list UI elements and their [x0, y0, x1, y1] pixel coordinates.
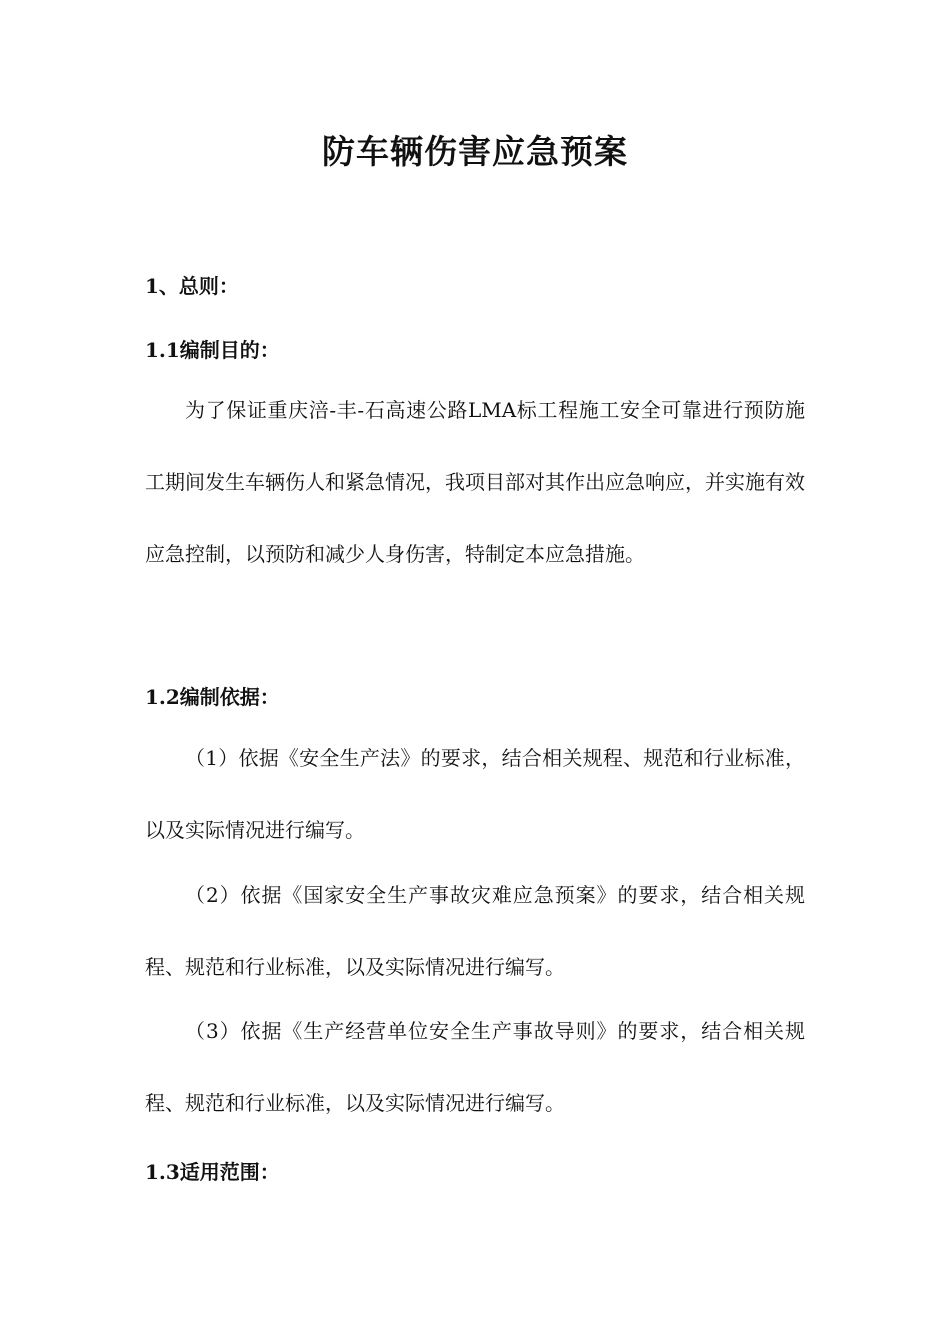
basis-item-2: （2）依据《国家安全生产事故灾难应急预案》的要求，结合相关规程、规范和行业标准，以及实际情况进行编写。	[145, 883, 805, 979]
subsection-heading-basis: 1.2编制依据：	[145, 685, 280, 709]
subsection-heading-scope: 1.3适用范围：	[145, 1160, 280, 1184]
document-title: 防车辆伤害应急预案	[322, 132, 628, 171]
basis-item-1: （1）依据《安全生产法》的要求，结合相关规程、规范和行业标准，以及实际情况进行编写。	[145, 746, 805, 842]
subsection-heading-purpose: 1.1编制目的：	[145, 338, 280, 362]
basis-item-3: （3）依据《生产经营单位安全生产事故导则》的要求，结合相关规程、规范和行业标准，以及实际情况进行编写。	[145, 1019, 805, 1115]
section-heading-general: 1、总则：	[145, 274, 239, 298]
purpose-paragraph: 为了保证重庆涪-丰-石高速公路LMA标工程施工安全可靠进行预防施工期间发生车辆伤人和紧急情况，我项目部对其作出应急响应，并实施有效应急控制，以预防和减少人身伤害，特制定本应急措施。	[145, 398, 805, 566]
